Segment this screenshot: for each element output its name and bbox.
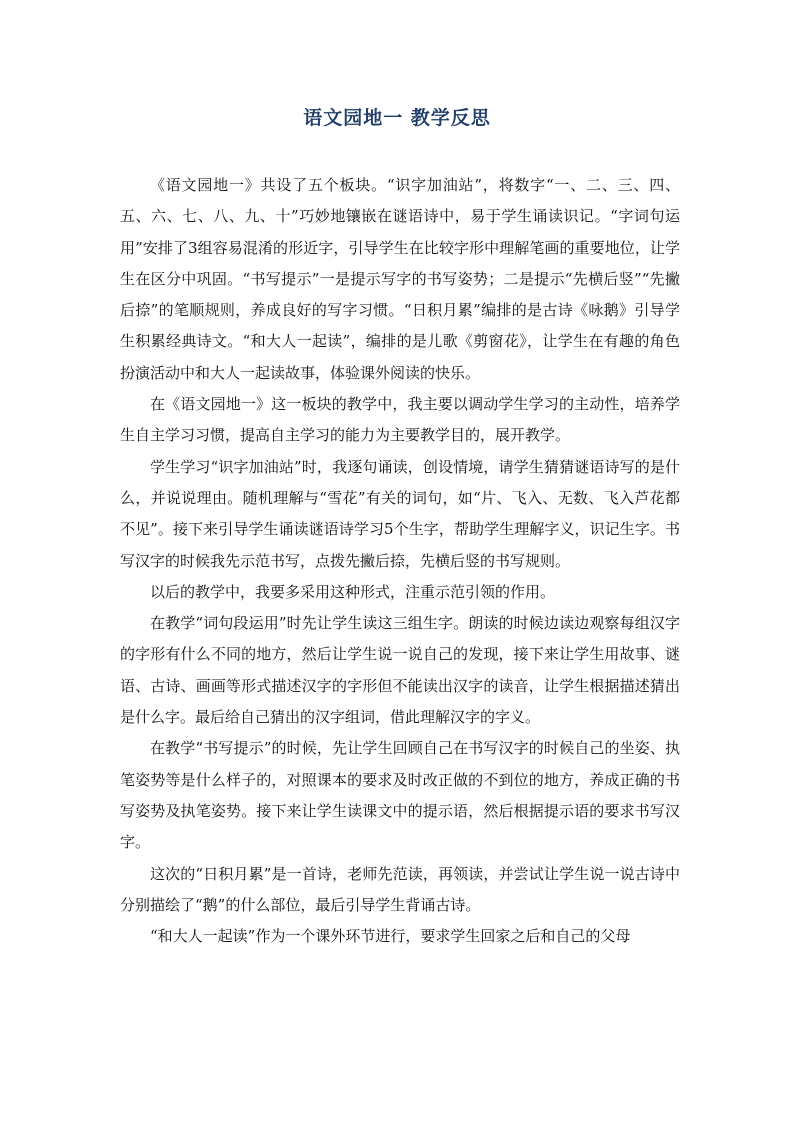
paragraph-word-sentence-use: 在教学“词句段运用”时先让学生读这三组生字。朗读的时候边读边观察每组汉字的字形有什么不同的地方，然后让学生说一说自己的发现，接下来让学生用故事、谜语、古诗、画画等形式描述汉字的字形但不能读出汉字的读音，让学生根据描述猜出是什么字。最后给自己猜出的汉字组词，借此理解汉字的字义。 [120, 614, 680, 727]
document-body [120, 170, 680, 952]
paragraph-read-with-adults: “和大人一起读”作为一个课外环节进行，要求学生回家之后和自己的父母 [150, 927, 631, 946]
paragraph-literacy-station: 学生学习“识字加油站”时，我逐句诵读，创设情境，请学生猜猜谜语诗写的是什么，并说说理由。随机理解与“雪花”有关的词句，如“片、飞入、无数、飞入芦花都不见”。接下来引导学生诵读谜语诗学习5个生字，帮助学生理解字义，识记生字。书写汉字的时候我先示范书写，点拨先撇后捺，先横后竖的书写规则。 [120, 457, 680, 570]
paragraph-writing-tips: 在教学“书写提示”的时候，先让学生回顾自己在书写汉字的时候自己的坐姿、执笔姿势等是什么样子的，对照课本的要求及时改正做的不到位的地方，养成正确的书写姿势及执笔姿势。接下来让学生读课文中的提示语，然后根据提示语的要求书写汉字。 [120, 739, 680, 852]
document-title: 语文园地一 教学反思 [303, 107, 491, 129]
paragraph-daily-accumulation: 这次的“日积月累”是一首诗，老师先范读，再领读，并尝试让学生说一说古诗中分别描绘了“鹅”的什么部位，最后引导学生背诵古诗。 [120, 864, 680, 914]
paragraph-teaching-goal: 在《语文园地一》这一板块的教学中，我主要以调动学生学习的主动性，培养学生自主学习习惯，提高自主学习的能力为主要教学目的，展开教学。 [120, 395, 680, 445]
paragraph-overview: 《语文园地一》共设了五个板块。“识字加油站”，将数字“一、二、三、四、五、六、七、八、九、十”巧妙地镶嵌在谜语诗中，易于学生诵读识记。“字词句运用”安排了3组容易混淆的形近字，引导学生在比较字形中理解笔画的重要地位，让学生在区分中巩固。“书写提示”一是提示写字的书写姿势；二是提示“先横后竖”“先撇后捺”的笔顺规则，养成良好的写字习惯。“日积月累”编排的是古诗《咏鹅》引导学生积累经典诗文。“和大人一起读”，编排的是儿歌《剪窗花》，让学生在有趣的角色扮演活动中和大人一起读故事，体验课外阅读的快乐。 [120, 176, 680, 382]
paragraph-future-teaching: 以后的教学中，我要多采用这种形式，注重示范引领的作用。 [150, 582, 556, 601]
